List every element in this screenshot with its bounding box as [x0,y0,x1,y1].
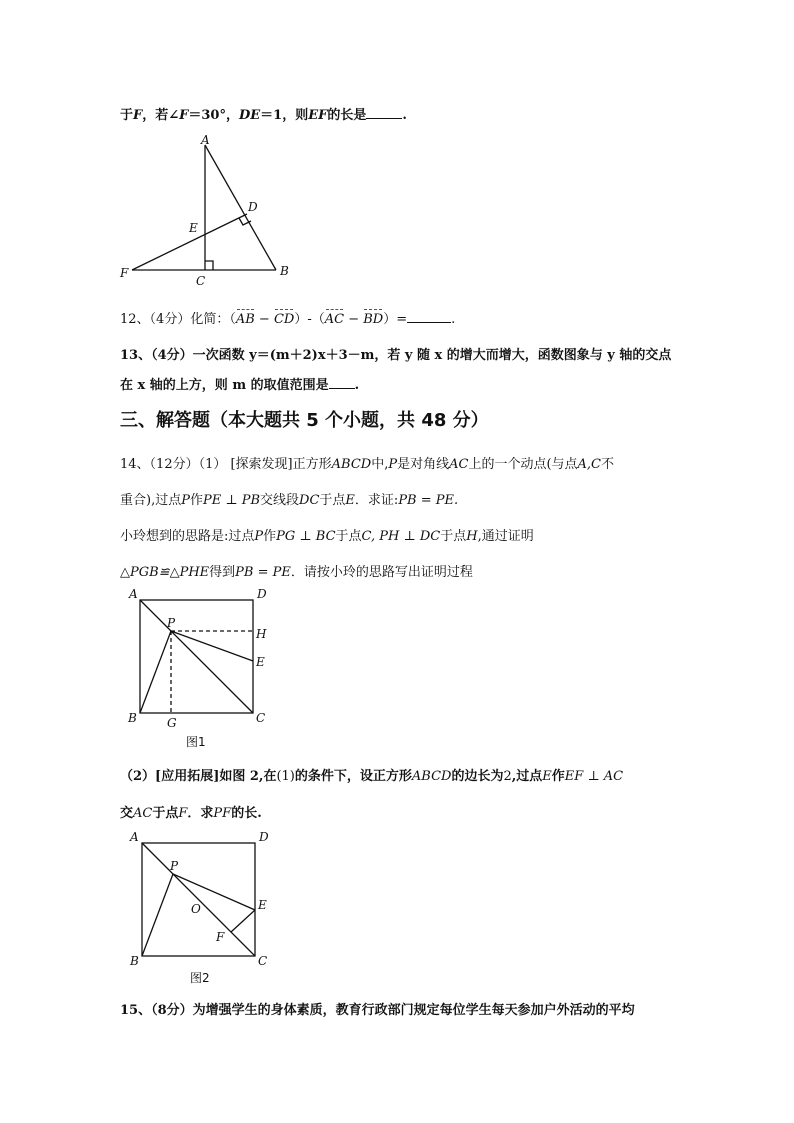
q14-line2: 重合),过点P作PE ⊥ PB交线段DC于点E．求证:PB = PE. [120,493,459,508]
label-A: A [130,830,139,844]
figure-2-caption: 图2 [190,971,210,985]
square-figure-1 [125,585,285,730]
label-P: P [170,859,179,873]
label-B: B [128,711,137,725]
section-title: 三、解答题（本大题共 5 个小题，共 48 分） [120,410,489,431]
answer-blank [366,106,402,119]
label-B: B [280,264,289,278]
q14b-line1: （2）[应用拓展]如图 2,在(1)的条件下，设正方形ABCD的边长为2,过点E作EF ⊥ AC [120,769,624,784]
q14b-line2: 交AC于点F．求PF的长. [120,806,262,821]
q13-line2: 在 x 轴的上方，则 m 的取值范围是 . [120,378,360,393]
label-D: D [259,830,269,844]
q14-line4: △PGB≌△PHE得到PB = PE．请按小玲的思路写出证明过程 [120,565,473,580]
label-O: O [191,902,201,916]
triangle-figure [110,130,300,290]
answer-blank [329,376,355,389]
label-A: A [201,133,210,147]
q11-tail: 于F，若∠F＝30°，DE＝1，则EF的长是 . [120,108,407,123]
label-G: G [167,716,177,730]
label-E: E [189,221,198,235]
q15-line1: 15、（8分）为增强学生的身体素质，教育行政部门规定每位学生每天参加户外活动的平均 [120,1003,635,1018]
figure-1-caption: 图1 [186,735,206,749]
answer-blank [407,310,451,323]
label-C: C [258,954,268,968]
q14-line1: 14、（12分）（1） [探索发现]正方形ABCD中,P是对角线AC上的一个动点(与点A,C不 [120,457,615,472]
label-A: A [129,587,138,601]
label-D: D [257,587,267,601]
q12: 12、（4分）化简：（AB − CD）-（AC − BD）= . [120,312,456,327]
square-figure-2 [125,828,285,968]
label-E: E [258,898,267,912]
label-D: D [248,200,258,214]
label-F: F [120,266,129,280]
label-F: F [216,930,225,944]
label-E: E [256,655,265,669]
label-P: P [167,616,176,630]
q13-line1: 13、（4分）一次函数 y＝(m＋2)x＋3－m，若 y 随 x 的增大而增大，函数图象与 y 轴的交点 [120,348,672,363]
q14-line3: 小玲想到的思路是:过点P作PG ⊥ BC于点C, PH ⊥ DC于点H,通过证明 [120,529,534,544]
label-C: C [256,711,266,725]
label-C: C [196,274,206,288]
label-H: H [256,627,267,641]
label-B: B [130,954,139,968]
